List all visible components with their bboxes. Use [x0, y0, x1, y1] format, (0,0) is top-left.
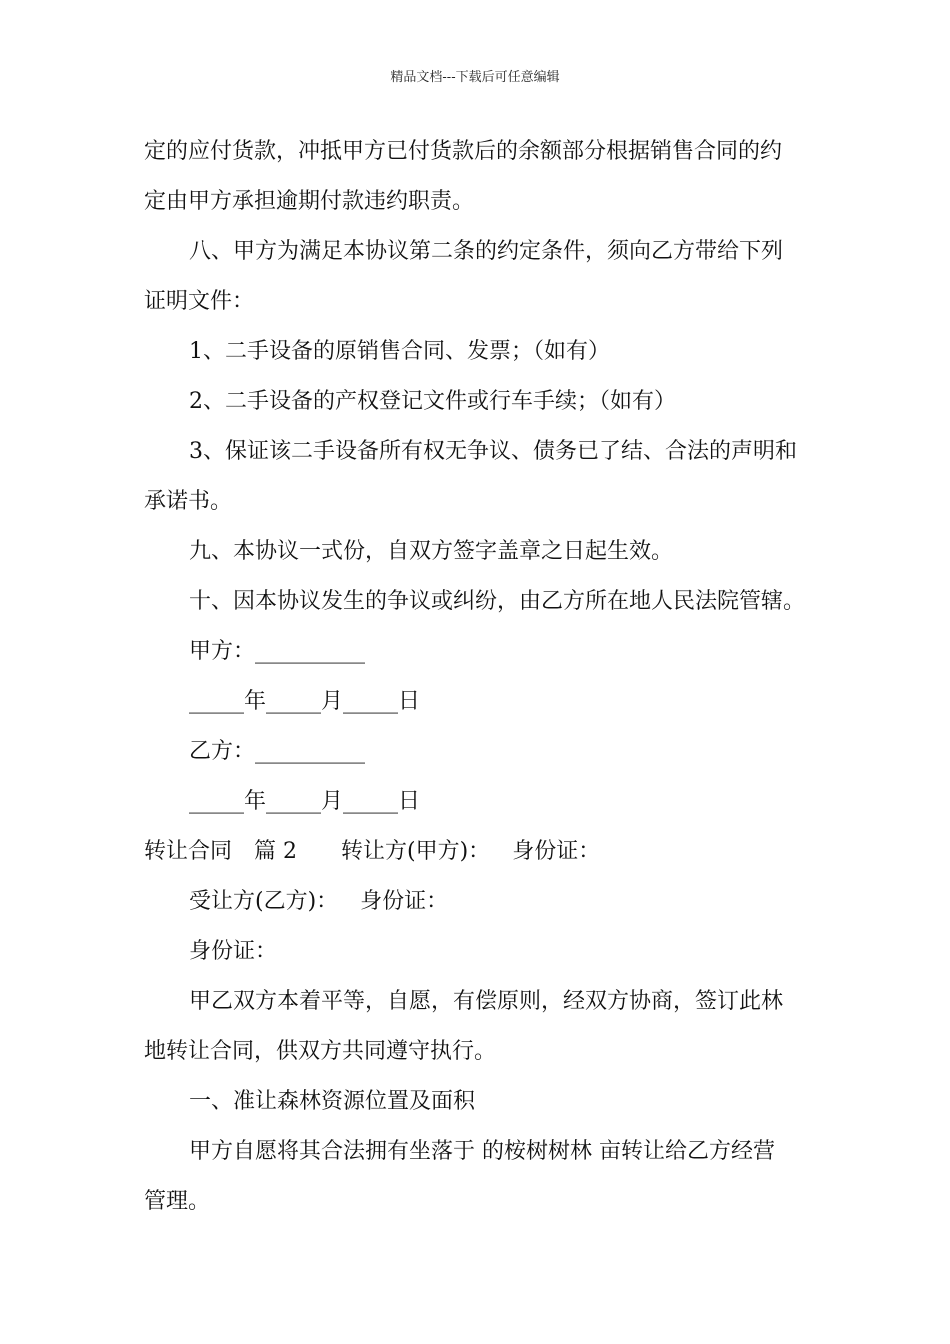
paragraph-line: 甲方自愿将其合法拥有坐落于 的桉树树林 亩转让给乙方经营	[189, 1139, 775, 1164]
paragraph-line: 甲乙双方本着平等，自愿，有偿原则，经双方协商，签订此林	[189, 989, 784, 1014]
transferee-label: 受让方(乙方)：	[189, 889, 339, 914]
list-item: 3、保证该二手设备所有权无争议、债务已了结、合法的声明和	[189, 439, 797, 464]
transferor-label: 转让方(甲方)：	[341, 839, 491, 864]
transferor-id-label: 身份证：	[512, 839, 601, 864]
section-heading: 一、准让森林资源位置及面积	[189, 1089, 476, 1114]
text-line: 定由甲方承担逾期付款违约职责。	[144, 189, 475, 214]
paragraph-line: 地转让合同，供双方共同遵守执行。	[144, 1039, 497, 1064]
section-number: 篇 2	[254, 839, 298, 864]
party-b-date: _____年_____月_____日	[189, 789, 421, 814]
text-line: 证明文件：	[144, 289, 255, 314]
section-2-heading-line	[144, 831, 808, 881]
list-item: 2、二手设备的产权登记文件或行车手续；（如有）	[189, 389, 676, 414]
list-item: 1、二手设备的原销售合同、发票；（如有）	[189, 339, 610, 364]
paragraph-line: 管理。	[144, 1189, 211, 1214]
transferee-id-label: 身份证：	[360, 889, 449, 914]
id-line: 身份证：	[189, 939, 278, 964]
clause-9: 九、本协议一式份，自双方签字盖章之日起生效。	[189, 539, 674, 564]
document-body	[144, 131, 808, 1231]
clause-10: 十、因本协议发生的争议或纠纷，由乙方所在地人民法院管辖。	[189, 589, 806, 614]
text-line: 定的应付货款，冲抵甲方已付货款后的余额部分根据销售合同的约	[144, 139, 783, 164]
party-a-signature: 甲方：__________	[189, 639, 366, 664]
page-header: 精品文档---下载后可任意编辑	[390, 70, 560, 85]
text-line: 承诺书。	[144, 489, 233, 514]
clause-8: 八、甲方为满足本协议第二条的约定条件，须向乙方带给下列	[189, 239, 784, 264]
party-b-signature: 乙方：__________	[189, 739, 366, 764]
party-a-date: _____年_____月_____日	[189, 689, 421, 714]
section-title: 转让合同	[144, 839, 233, 864]
transferee-line	[144, 881, 808, 931]
